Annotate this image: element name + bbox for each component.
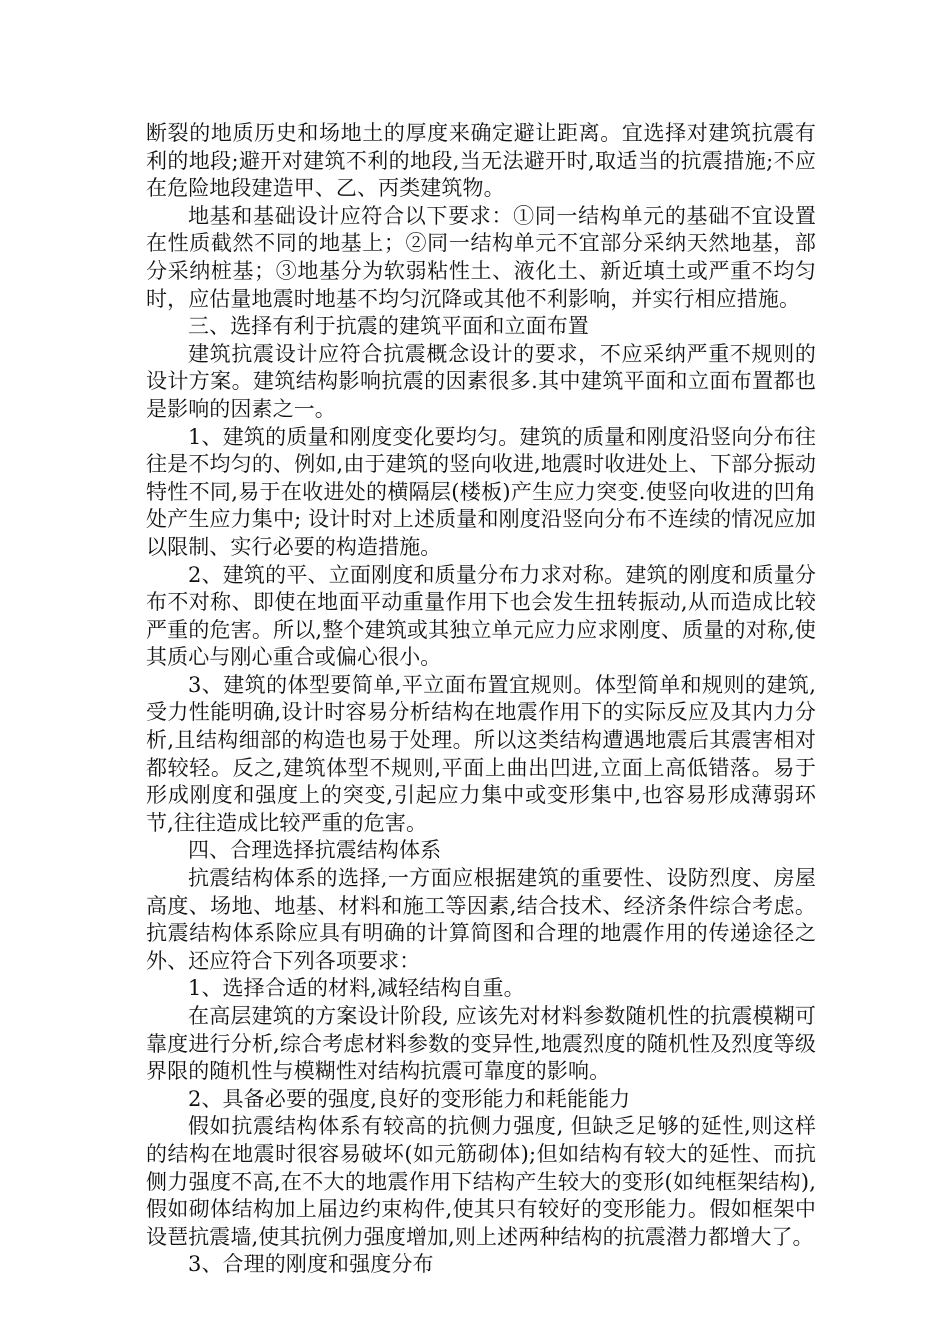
document-page: [146, 120, 816, 1279]
section-heading-4: 四、合理选择抗震结构体系: [188, 838, 442, 863]
subheading-stiffness-distribution: 3、合理的刚度和强度分布: [188, 1252, 434, 1277]
subheading-strength-ductility: 2、具备必要的强度,良好的变形能力和耗能能力: [188, 1086, 631, 1111]
paragraph-structural-system: 抗震结构体系的选择,一方面应根据建筑的重要性、设防烈度、房屋高度、场地、地基、材料和施工等因素,结合技术、经济条件综合考虑。抗震结构体系除应具有明确的计算简图和合理的地震作用的传递途径之外、还应符合下列各项要求：: [146, 866, 816, 973]
paragraph-ductility: 假如抗震结构体系有较高的抗侧力强度, 但缺乏足够的延性,则这样的结构在地震时很容易破坏(如元筋砌体);但如结构有较大的延性、而抗侧力强度不高,在不大的地震作用下结构产生较大的变形(如纯框架结构),假如砌体结构加上届边约束构件,使其只有较好的变形能力。假如框架中设琶抗震墙,使其抗例力强度增加,则上述两种结构的抗震潜力都增大了。: [146, 1114, 816, 1249]
paragraph-concept-design: 建筑抗震设计应符合抗震概念设计的要求，不应采纳严重不规则的设计方案。建筑结构影响抗震的因素很多.其中建筑平面和立面布置都也是影响的因素之一。: [146, 341, 816, 421]
paragraph-material-reliability: 在高层建筑的方案设计阶段, 应该先对材料参数随机性的抗震模糊可靠度进行分析,综合考虑材料参数的变异性,地震烈度的随机性及烈度等级界限的随机性与模糊性对结构抗震可靠度的影响。: [146, 1004, 816, 1084]
subheading-materials: 1、选择合适的材料,减轻结构自重。: [188, 976, 525, 1001]
paragraph-mass-stiffness: 1、建筑的质量和刚度变化要均匀。建筑的质量和刚度沿竖向分布往往是不均匀的、例如,由于建筑的竖向收进,地震时收进处上、下部分振动特性不同,易于在收进处的横隔层(楼板)产生应力突变.使竖向收进的凹角处产生应力集中; 设计时对上述质量和刚度沿竖向分布不连续的情况应加以限制、实行必要的构造措施。: [146, 424, 816, 559]
paragraph-symmetry: 2、建筑的平、立面刚度和质量分布力求对称。建筑的刚度和质量分布不对称、即使在地面平动重量作用下也会发生扭转振动,从而造成比较严重的危害。所以,整个建筑或其独立单元应力应求刚度、质量的对称,使其质心与刚心重合或偏心很小。: [146, 562, 816, 670]
paragraph-foundation-requirements: 地基和基础设计应符合以下要求：①同一结构单元的基础不宜设置在性质截然不同的地基上；②同一结构单元不宜部分采纳天然地基，部分采纳桩基；③地基分为软弱粘性土、液化土、新近填土或严重不均匀时，应估量地震时地基不均匀沉降或其他不利影响，并实行相应措施。: [146, 203, 816, 311]
section-heading-3: 三、选择有利于抗震的建筑平面和立面布置: [188, 314, 589, 339]
paragraph-simple-shape: 3、建筑的体型要简单,平立面布置宜规则。体型简单和规则的建筑,受力性能明确,设计时容易分析结构在地震作用下的实际反应及其内力分析,且结构细部的构造也易于处理。所以这类结构遭遇地震后其震害相对都较轻。反之,建筑体型不规则,平面上曲出凹进,立面上高低错落。易于形成刚度和强度上的突变,引起应力集中或变形集中,也容易形成薄弱环节,往往造成比较严重的危害。: [146, 672, 816, 835]
paragraph-site-selection: 断裂的地质历史和场地土的厚度来确定避让距离。宜选择对建筑抗震有利的地段;避开对建筑不利的地段,当无法避开时,取适当的抗震措施;不应在危险地段建造甲、乙、丙类建筑物。: [146, 121, 816, 201]
